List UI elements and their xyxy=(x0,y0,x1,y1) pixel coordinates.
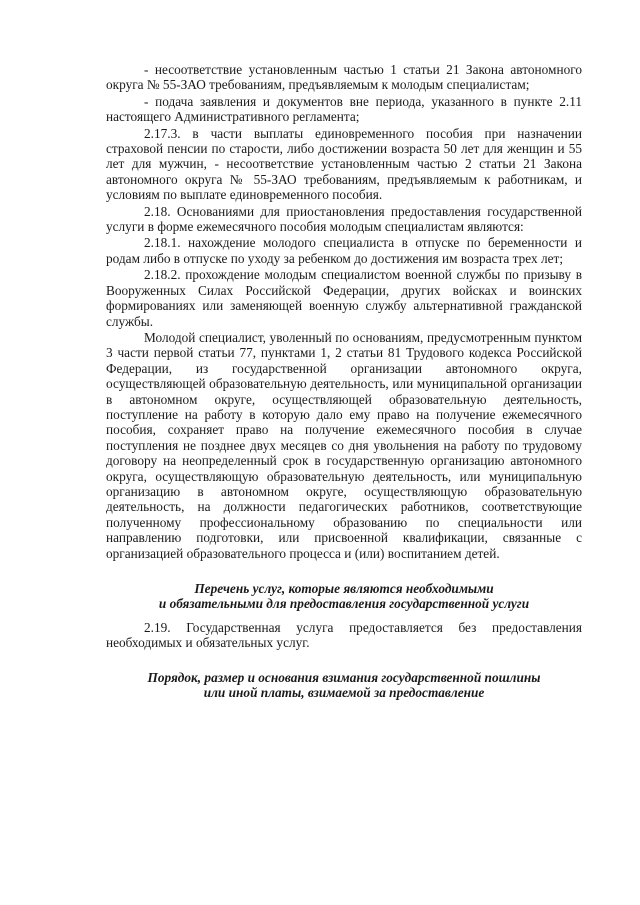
paragraph-2-18-1: 2.18.1. нахождение молодого специалиста в отпуске по беременности и родам либо в отпуске по уходу за ребенком до достижения им возраста трех лет; xyxy=(106,235,582,266)
document-page xyxy=(106,62,582,700)
section-heading-line: и обязательными для предоставления государственной услуги xyxy=(158,596,530,612)
paragraph-2-18: 2.18. Основаниями для приостановления предоставления государственной услуги в форме ежемесячного пособия молодым специалистам являются: xyxy=(106,203,582,235)
section-heading-services-list xyxy=(106,581,582,612)
paragraph-2-18-2: 2.18.2. прохождение молодым специалистом военной службы по призыву в Вооруженных Силах Российской Федерации, других войсках и воинских формированиях или заменяющей военную службу альтернативной гражданской службы. xyxy=(106,267,582,329)
paragraph-dismissed-specialist: Молодой специалист, уволенный по основаниям, предусмотренным пунктом 3 части первой статьи 77, пунктами 1, 2 статьи 81 Трудового кодекса Российской Федерации, из государственной организации автономного округа, осуществляющей образовательную деятельность, или муниципальной организации в автономном округе, осуществляющей образовательную деятельность, поступление на работу в которую дало ему право на получение ежемесячного пособия, сохраняет право на получение ежемесячного пособия в случае поступления не позднее двух месяцев со дня увольнения на работу по трудовому договору на неопределенный срок в государственную организацию автономного округа, осуществляющую образовательную деятельность, или муниципальную организацию в автономном округе, осуществляющую образовательную деятельность, на должности педагогических работников, соответствующие полученному профессиональному образованию по специальности или направлению подготовки, или присвоенной квалификации, связанные с организацией образовательного процесса и (или) воспитанием детей. xyxy=(106,329,582,561)
section-heading-line: Порядок, размер и основания взимания государственной пошлины xyxy=(147,669,541,685)
paragraph-2-19: 2.19. Государственная услуга предоставляется без предоставления необходимых и обязательных услуг. xyxy=(106,619,582,651)
paragraph-mismatch-requirements: - несоответствие установленным частью 1 статьи 21 Закона автономного округа № 55-ЗАО требованиям, предъявляемым к молодым специалистам; xyxy=(106,62,582,93)
paragraph-2-17-3: 2.17.3. в части выплаты единовременного пособия при назначении страховой пенсии по старости, либо достижении возраста 50 лет для женщин и 55 лет для мужчин, - несоответствие установленным частью 2 статьи 21 Закона автономного округа № 55-ЗАО требованиям, предъявляемым к работникам, и условиям по выплате единовременного пособия. xyxy=(106,125,582,203)
section-heading-line: или иной платы, взимаемой за предоставление xyxy=(203,685,485,701)
section-heading-state-fee xyxy=(106,670,582,701)
paragraph-application-period: - подача заявления и документов вне периода, указанного в пункте 2.11 настоящего Административного регламента; xyxy=(106,93,582,125)
section-heading-line: Перечень услуг, которые являются необходимыми xyxy=(194,581,494,596)
